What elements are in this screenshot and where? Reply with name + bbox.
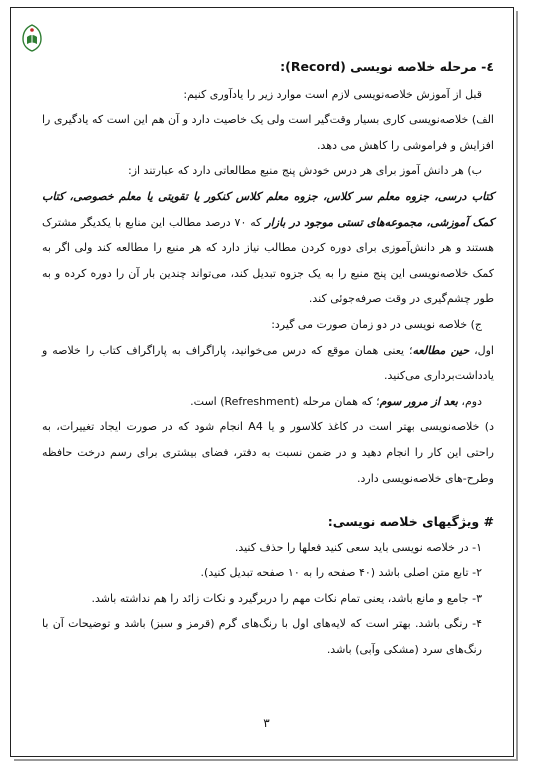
second-rest: ؛ که همان مرحله (Refreshment) است.	[190, 394, 380, 408]
section-heading-features: # ویژگیهای خلاصه نویسی:	[327, 514, 494, 530]
page-number: ۳	[263, 716, 270, 730]
item-dal: د) خلاصه‌نویسی بهتر است در کاغذ کلاسور و یا A4 انجام شود که در صورت ایجاد تغییرات، به راحتی این کار را انجام دهید و در ضمن نسبت به دفتر، فضای بیشتری برای رسم درخت حافظه وطرح-های خلاصه‌نویسی دارد.	[42, 420, 494, 485]
intro-paragraph: قبل از آموزش خلاصه‌نویسی لازم است موارد زیر را یادآوری کنیم:	[183, 87, 482, 101]
feature-item: ۳- جامع و مانع باشد، یعنی تمام نکات مهم را دربرگیرد و نکات زائد را هم نداشته باشد.	[91, 591, 482, 605]
item-be-rest: که ۷۰ درصد مطالب این منابع با یکدیگر مشترک هستند و هر دانش‌آموزی برای دوره کردن مطالب نیاز دارد که هر منبع را مطالعه کند ولی اگر به کمک خلاصه‌نویسی این پنج منبع را به یک جزوه تبدیل کند، می‌تواند چندین بار آن را دوره کرده و به طور چشم‌گیری در وقت صرفه‌جوئی کند.	[42, 215, 494, 306]
sources-list: کتاب درسی، جزوه معلم سر کلاس، جزوه معلم کلاس کنکور یا تقویتی یا معلم خصوصی، کتاب کمک آموزشی، مجموعه‌های تستی موجود در بازار	[42, 189, 494, 229]
feature-item: ۱- در خلاصه نویسی باید سعی کنید فعلها را حذف کنید.	[234, 540, 482, 554]
second-time-paragraph	[42, 389, 494, 415]
item-be-intro: ب) هر دانش آموز برای هر درس خودش پنج منبع مطالعاتی دارد که عبارتند از:	[127, 164, 482, 178]
spacer	[42, 491, 494, 507]
first-time-paragraph	[42, 338, 494, 389]
document-body	[42, 54, 494, 663]
item-be-paragraph	[42, 184, 494, 312]
institution-logo-icon	[20, 24, 44, 52]
second-prefix: دوم،	[457, 394, 482, 408]
item-jim: ج) خلاصه نویسی در دو زمان صورت می گیرد:	[271, 317, 482, 331]
item-alef: الف) خلاصه‌نویسی کاری بسیار وقت‌گیر است ولی یک خاصیت دارد و آن هم این است که یادگیری را افزایش و فراموشی را کاهش می دهد.	[42, 113, 494, 152]
section-heading-record: ٤- مرحله خلاصه نویسی (Record):	[280, 59, 494, 74]
feature-item: ۲- تابع متن اصلی باشد (۴۰ صفحه را به ۱۰ صفحه تبدیل کنید).	[200, 566, 482, 580]
first-prefix: اول،	[469, 343, 494, 357]
second-emphasis: بعد از مرور سوم	[379, 394, 458, 408]
first-rest: ؛ یعنی همان موقع که درس می‌خوانید، پاراگراف به پاراگراف کتاب را خلاصه و یادداشت‌برداری می‌کنید.	[42, 343, 494, 383]
first-emphasis: حین مطالعه	[412, 343, 470, 357]
feature-item: ۴- رنگی باشد. بهتر است که لایه‌های اول با رنگ‌های گرم (قرمز و سبز) باشد و توضیحات آن با رنگ‌های سرد (مشکی وآبی) باشد.	[42, 617, 482, 657]
